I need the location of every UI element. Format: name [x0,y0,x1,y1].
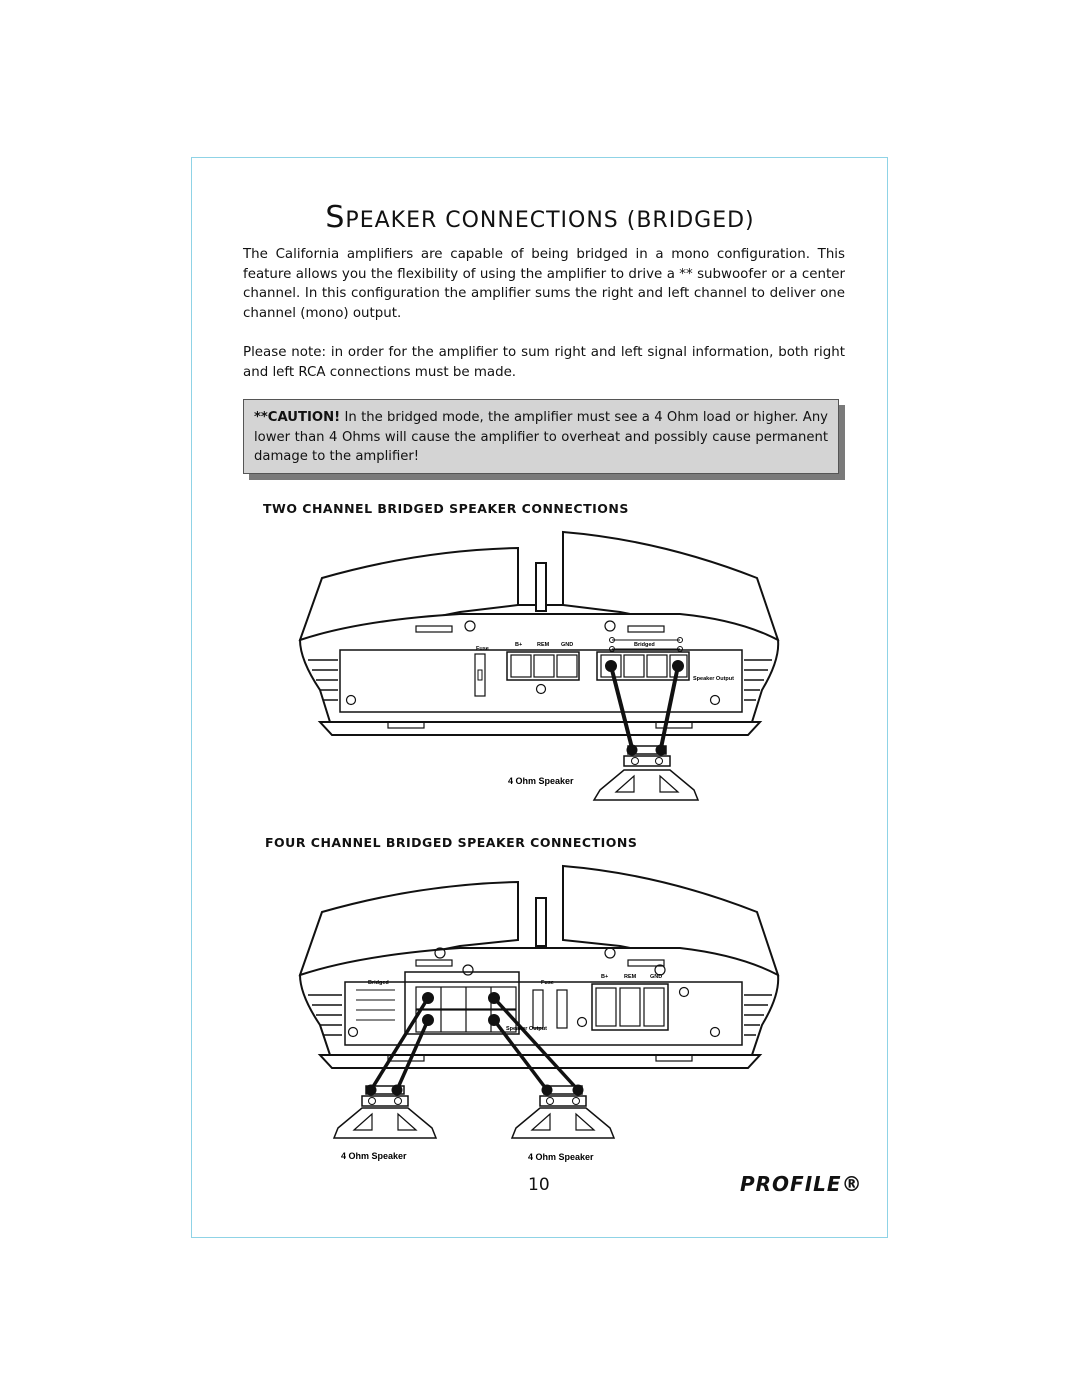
two-channel-heading: TWO CHANNEL BRIDGED SPEAKER CONNECTIONS [263,501,629,516]
note-paragraph: Please note: in order for the amplifier to sum right and left signal information, both right and left RCA connections must be made. [243,345,845,380]
four-channel-amplifier [300,866,778,1138]
terminal-label-rem: REM [624,974,637,980]
caution-label: **CAUTION! [254,410,341,425]
bridged-label: Bridged [634,642,655,648]
terminal-label-b: B+ [601,974,609,980]
terminal-label-gnd: GND [561,642,574,648]
two-channel-amplifier [300,532,778,800]
terminal-label-gnd: GND [650,974,663,980]
fuse-label: Fuse [476,646,489,652]
bridged-label: Bridged [368,980,389,986]
speaker-right-label: 4 Ohm Speaker [528,1152,594,1162]
intro-paragraph: The California amplifiers are capable of being bridged in a mono configuration. This feature allows you the flexibility of using the amplifier to drive a ** subwoofer or a center channel. In this configuration the amplifier sums the right and left channel to deliver one channel (mono) output. [243,247,845,321]
terminal-label-rem: REM [537,642,550,648]
terminal-label-b: B+ [515,642,523,648]
speaker-left-label: 4 Ohm Speaker [341,1151,407,1161]
four-channel-heading: FOUR CHANNEL BRIDGED SPEAKER CONNECTIONS [265,835,638,850]
fuse-label: Fuse [541,980,554,986]
speaker-output-label: Speaker Output [693,676,734,682]
page-title: SPEAKER CONNECTIONS (BRIDGED) [325,200,755,235]
caution-text: In the bridged mode, the amplifier must see a 4 Ohm load or higher. Any lower than 4 Ohms will cause the amplifier to overheat and possibly cause permanent damage to the amplifier! [254,410,828,464]
speaker-output-label: Speaker Output [506,1026,547,1032]
brand-logo: PROFILE® [740,1172,863,1196]
speaker-label: 4 Ohm Speaker [508,776,574,786]
page-number: 10 [528,1175,550,1195]
